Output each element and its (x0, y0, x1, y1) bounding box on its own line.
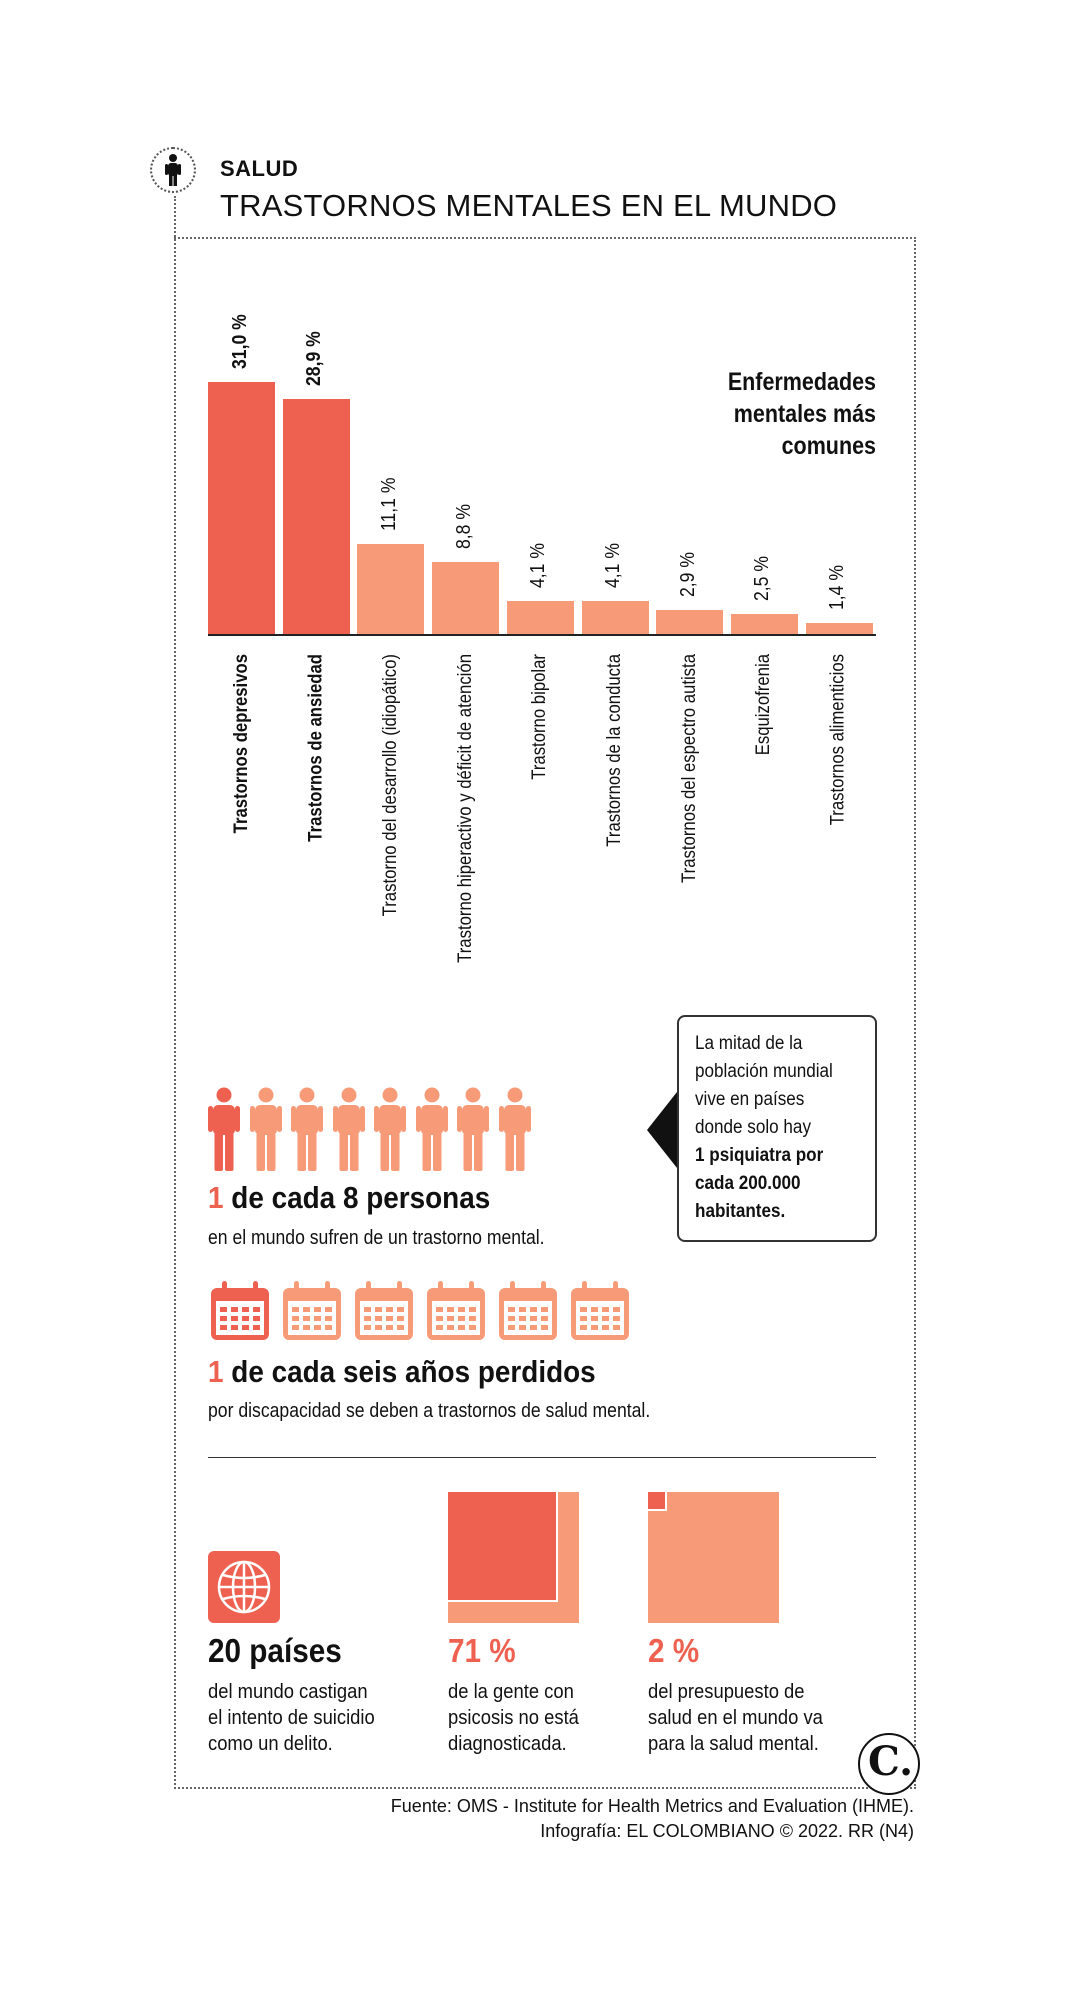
bar-category-label: Trastornos de la conducta (603, 654, 625, 847)
stat-line: para la salud mental. (648, 1733, 819, 1755)
bar-category-label: Trastornos de ansiedad (305, 654, 327, 842)
section-divider (208, 1457, 876, 1458)
person-icon (291, 1087, 323, 1173)
bar-category-label: Trastorno del desarrollo (idiopático) (380, 654, 402, 917)
people-headline (208, 1180, 490, 1216)
calendar-icon (352, 1280, 416, 1342)
bar-value-label: 28,9 % (303, 330, 326, 386)
person-icon (416, 1087, 448, 1173)
bar-category-label: Trastornos depresivos (230, 654, 252, 834)
callout-text (695, 1030, 848, 1226)
logo-letter: C. (868, 1738, 914, 1785)
bar (731, 614, 798, 634)
person-icon (333, 1087, 365, 1173)
callout-bold-line: habitantes. (695, 1201, 786, 1222)
bar-category-label: Trastornos alimenticios (827, 654, 849, 826)
calendar-icon (208, 1280, 272, 1342)
people-number: 1 (208, 1180, 224, 1215)
bar-value-label: 1,4 % (826, 564, 849, 610)
square-whole (648, 1492, 779, 1623)
square-portion (448, 1492, 558, 1602)
stat-2-headline: 2 % (648, 1632, 700, 1669)
calendar-icon (280, 1280, 344, 1342)
callout-line: población mundial (695, 1061, 833, 1082)
bar (208, 382, 275, 634)
bar-value-label: 2,9 % (676, 552, 699, 598)
calendars-number: 1 (208, 1354, 224, 1389)
bar (582, 601, 649, 634)
chart-baseline (208, 634, 876, 636)
bar (432, 562, 499, 634)
bar-category-label: Esquizofrenia (753, 654, 775, 756)
bar-value-label: 8,8 % (452, 504, 475, 550)
bar-category-label: Trastorno hiperactivo y déficit de atención (454, 654, 476, 963)
stat-71-headline: 71 % (448, 1632, 516, 1669)
chart-title-line: Enfermedades (727, 368, 876, 396)
calendar-icon (496, 1280, 560, 1342)
stat-line: del presupuesto de (648, 1681, 805, 1703)
person-icon (374, 1087, 406, 1173)
calendar-icon (568, 1280, 632, 1342)
stat-2-description (648, 1679, 823, 1757)
bar-value-label: 4,1 % (527, 542, 550, 588)
page-title: TRASTORNOS MENTALES EN EL MUNDO (220, 188, 838, 223)
callout-bold-line: cada 200.000 (695, 1173, 801, 1194)
bar-category-label: Trastorno bipolar (529, 654, 551, 780)
section-label: SALUD (220, 156, 299, 181)
square-portion (648, 1492, 667, 1511)
callout-bold-line: 1 psiquiatra por (695, 1145, 824, 1166)
chart-title-line: comunes (781, 432, 876, 460)
bar-value-label: 31,0 % (228, 313, 251, 369)
stat-paises-description (208, 1679, 375, 1757)
stat-71-description (448, 1679, 579, 1757)
bar (357, 544, 424, 634)
bar (283, 399, 350, 634)
credit-text: Infografía: EL COLOMBIANO © 2022. RR (N4) (540, 1821, 914, 1841)
stat-line: del mundo castigan (208, 1681, 368, 1703)
person-icon (499, 1087, 531, 1173)
stat-line: como un delito. (208, 1733, 333, 1755)
calendars-subtext: por discapacidad se deben a trastornos de salud mental. (208, 1400, 651, 1422)
bar (656, 610, 723, 634)
stat-paises-headline: 20 países (208, 1632, 342, 1669)
bar (806, 623, 873, 634)
callout-arrow-icon (647, 1092, 677, 1168)
source-text: Fuente: OMS - Institute for Health Metrics and Evaluation (IHME). (390, 1796, 914, 1816)
person-badge-icon (150, 147, 196, 193)
bar-value-label: 2,5 % (751, 555, 774, 601)
callout-line: donde solo hay (695, 1117, 812, 1138)
person-icon (250, 1087, 282, 1173)
bar-value-label: 4,1 % (602, 542, 624, 588)
calendar-icon (424, 1280, 488, 1342)
people-headline-text: de cada 8 personas (231, 1180, 491, 1215)
callout-line: vive en países (695, 1089, 805, 1110)
stat-line: salud en el mundo va (648, 1707, 823, 1729)
callout-line: La mitad de la (695, 1033, 803, 1054)
stat-line: el intento de suicidio (208, 1707, 375, 1729)
people-subtext: en el mundo sufren de un trastorno mental. (208, 1227, 545, 1249)
person-icon (208, 1087, 240, 1173)
bar-category-label: Trastornos del espectro autista (678, 654, 700, 883)
stat-line: diagnosticada. (448, 1733, 567, 1755)
calendars-headline (208, 1354, 596, 1390)
calendars-headline-text: de cada seis años perdidos (231, 1354, 596, 1389)
person-icon (457, 1087, 489, 1173)
chart-title (673, 366, 876, 462)
stat-line: psicosis no está (448, 1707, 579, 1729)
chart-title-line: mentales más (733, 400, 876, 428)
globe-icon (208, 1551, 280, 1623)
bar (507, 601, 574, 634)
bar-value-label: 11,1 % (377, 477, 400, 531)
stat-line: de la gente con (448, 1681, 574, 1703)
